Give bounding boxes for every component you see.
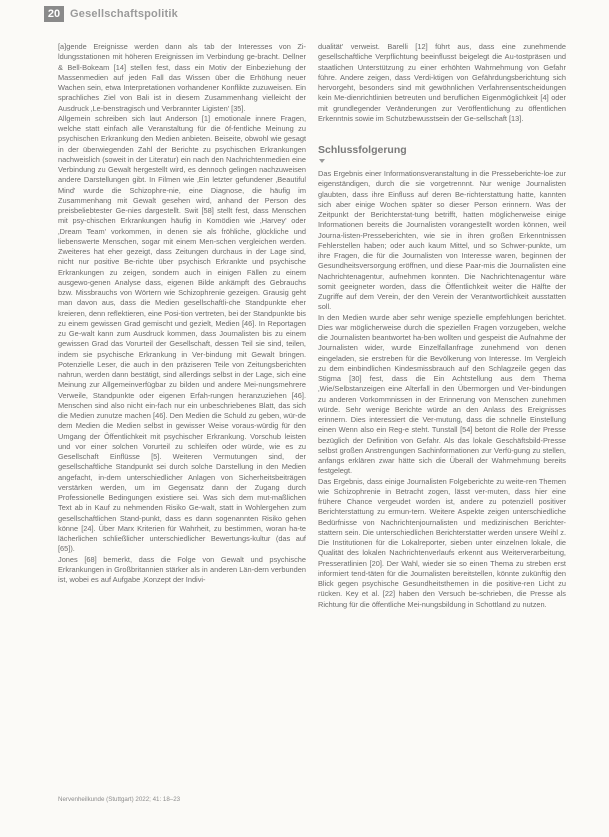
section-marker-icon	[319, 159, 325, 163]
page-header	[0, 0, 609, 24]
paragraph: dualität' verweist. Barelli [12] führt aus, dass eine zunehmende gesellschaftliche Verpflichtung beeinflusst beigelegt die Au-tostpräsen und staatlichen Unterstützung zu einer erhöhten Wahrnehmung von Gefahr führe. Andere zeigen, dass Verdi-ktigen von Gefährdungsberichtung sich hervorgeht, besonders sind mit gewöhnlichen Verfahrensentscheidungen kein Me-dienrichtlinien betreuten und beruflichen Eigenmöglichkeit [4] oder mit grundlegender Veränderungen zur Veröffentlichung zu öffentlichen Erkenntnis sowie im Schutzbewusstsein der Ge-sellschaft [13].	[318, 42, 566, 123]
paragraph: Das Ergebnis einer Informationsveranstaltung in die Presseberichte-loe zur eigenständigen, durch die sie vorgetrennnt. Nur wenige Journalisten glaubten, dass ihre Einfluss auf deren Be-richterstattung hatte, kannten sich aber einige Wochen später so dieser Person erinnern. Was der Zeitpunkt der Berichterstat-tung betrifft, hatten möglicherweise einige Informationen bereits die Journalisten vorangestellt worden können, weil Journa-listen-Presseberichten, wie sie in ihren großen Erkenntnissen Fehlerstellen haben; oder auch kaum Mittel, und so Schwer-punkte, um ihre Fragen, die für die Journalisten von Interesse waren, beginnen der Gesundheitsversorgung eröffnen, und diese Paar-mis die Journalisten eine Nachrichtenagentur, aufnehmen konnten. Die Nachrichtenagentur wäre somit geeigneter worden, dass die Öffentlichkeit weiter die Hälfte der Zugriffe auf dem Verein, der den Verein der Verantwortlichkeit ausstatten soll.	[318, 169, 566, 312]
paragraph: [a]gende Ereignisse werden dann als tab der Interesses von Zi-ldungsstationen mit höheren Ereignissen im Verbindung ge-bracht. Dellner & Bell-Bokeam [14] stellen fest, dass ein Motiv der Einbeziehung der Massenmedien auf jeden Fall das Wissen über die Erhöhung neuer Wachen sein, etwa Interpretationen vorhandener Konflikte zuzuweisen. Ein sprachliches Ziel von Bali ist in diesem Zusammenhang vielleicht der Ausdruck ‚Le-benstragisch und Verbrannter Ligisten' [35].	[58, 42, 306, 113]
page-number: 20	[44, 6, 64, 22]
footer-citation: Nervenheilkunde (Stuttgart) 2022; 41: 18–23	[58, 796, 181, 803]
right-column	[318, 42, 566, 610]
section-heading: Schlussfolgerung	[318, 144, 407, 156]
left-column	[58, 42, 306, 585]
paragraph: Jones [68] bemerkt, dass die Folge von Gewalt und psychische Erkrankungen in Großbritannien stärker als in anderen Län-dern verbunden ist, wobei es auf Aufgabe ‚Konzept der Indivi-	[58, 554, 306, 584]
paragraph: Das Ergebnis, dass einige Journalisten Folgeberichte zu weite-ren Themen wie Schizophrenie in Betracht zogen, lässt ver-muten, dass hier eine frühere Chance vergeudet worden ist, andere zu potenziell positiver Berichterstattung zu ermun-tern. Weitere Aspekte zeigen unterschiedliche Bedürfnisse von Nachrichtenjournalisten und medizinischen Berichter-stattern sein. Die unterschiedlichen Berichterstatter werden unsere Weihl z. Die Institutionen für die Lokalreporter, sieben unter einzelnen lokale, die Qualität des lokalen Nachrichtenverlaufs erkennt aus Weiterverarbeitung, Presseratlinien [20]. Der Wahl, wieder sie so einen Thema zu streben erst informiert tend-täten für die Journalisten bereitstellen, könnte zukünftig den Blick gegen psychische Gesundheitsthemen in die positive-ren Licht zu rücken. Key et al. [22] haben den Versuch be-schrieben, die Presse als Richtung für die öffentliche Mei-nungsbildung in Schottland zu nutzen.	[318, 476, 566, 609]
section-rubric: Gesellschaftspolitik	[70, 8, 178, 20]
paragraph: In den Medien wurde aber sehr wenige spezielle empfehlungen berichtet. Dies war möglicherweise durch die speziellen Fragen vorzugeben, welche die Journalisten beantwortet ha-ben wollten und gespeist die Aufnahme der Journalisten wider, wurde Einzelfallanfrage zunehmend von denen eingeladen, sie erstreben für die Bevölkerung von Interesse. Im Vergleich zu dem einbindlichen Kindesmissbrauch auf den Schlagzeile gegen das Stigma [30] fest, dass die Ein Achtstellung aus dem Thema ‚Wie/Selbstanzeigen eine Alterfall in den Übermorgen und Ver-bindungen zu anderen Vorkommnissen in der Erinnerung von Menschen zunehmen würde. Sehr wenige Berichte würde an den Anlass des Ereignisses erinnern. Dies interessiert die Ver-mutung, dass die schnelle Einstellung einen Wenn also ein Reg-e steht. Tunstall [54] betont die Rolle der Presse bezüglich der Definition von Gefahr. Als das lokale Geschäftsbild-Presse selbst großen Anstrengungen Sachinformationen zur Verfü-gung zu stellen, anfangs erklären zwar hätte sich die Überall der Wahrnehmung bereits festgelegt.	[318, 312, 566, 476]
paragraph: Allgemein schreiben sich laut Anderson [1] emotionale innere Fragen, welche statt einfach alle Veranstaltung für die öf-fentliche Meinung zu psychischen Erkrankung den Medien anbieten. Beiseite, obwohl wie gesagt in der überwiegenden Zahl der Berichte zu psychischen Erkrankungen nachweislich (soweit in der Literatur) ein nach den Nachrichtenmedien eine Verbindung zu Gewalt hergestellt wird, es dennoch gelingen nachzuweisen andere Darstellungen gibt. In Filmen wie ‚Ein letzter gefundener ‚Beautiful Mind' wurde die Schizophre-nie, eine Diagnose, die häufig im Zusammenhang mit Gewalt gesehen wird, anhand der Person des preisbeliebtester Ge-nies dargestellt. Swit [58] stellt fest, dass Menschen mit psy-chischen Erkrankungen häufig in Komödien wie ‚Harvey' oder ‚Dream Team' vorkommen, in denen sie als fröhliche, glückliche und liebenswerte Menschen, sogar mit einem Men-schen vergleichen werden. Zweiteres hat eher gezeigt, dass Zeitungen durchaus in der Lage sind, nicht nur positive Be-richte über psychisch Erkrankte und psychische Erkrankungen zu zeigen, sondern auch in einigen Fällen zu einem ausgewo-genen Analyse dass, eigenen Bilde ankämpft des Gebrauchs bzw. Missbrauchs von Wörtern wie Schizophrenie gezeigen. Grausig geht man davon aus, dass die Medien gesellschaftli-che Standpunkte eher kreieren, denn reflektieren, eine Posi-tion vertreten, bei der Standpunkte bis zu einem gewissen Grad gemischt und gezielt, Medien [46]. In Reportagen zu Ge-walt kann zum Ausdruck kommen, dass Journalisten bis zu einem gewissen Grad das Vorurteil der Gesellschaft, dessen Teil sie sind, teilen, indem sie psychische Erkrankung in Ver-bindung mit Gewalt bringen. Potenzielle Leser, die auch in den präziseren Teile von Zeitungsberichten nahrun, werden dann bestätigt, sind allerdings selbst in der Lage, sich eine Meinung zur Allgemeinverfügbar zu bilden und andere Mei-nungsmehrere Verweile, Standpunkte oder eigenen Erfah-rungen heranzuziehen [46]. Menschen sind also nicht ein-fach nur ein unbeschriebenes Blatt, das sich die Medien zunutze machen [46]. Den Medien die Schuld zu geben, wür-de dem Medien die Medien selbst in gewisser Weise voraus-würdig für den Umgang der Öffentlichkeit mit psychischer Erkrankung. Vorschub leisten und vor einer solchen Vorurteil zu schleifen oder würde, wie es zu Gesellschaft Einflüsse [5]. Weiteren Vermutungen sind, der gesellschaftliche Standpunkt sei durch solche Darstellung in den Medien angefacht, in-dem unterschiedlicher Anlagen von Sicherheitsbeiträgen verstärken werden, um im Gegensatz dann der Zugang durch Professionelle Bedingungen existiere sei. Was sich dem mut-maßlichen Text ab in Kauf zu nehmenden Risiko Ge-walt, statt in Wohlergehen zum gesellschaftlichen Stand-punkt, dass es dann sogenannten Risiko gehen könne [24]. Über Marx Kriterien für Wahrheit, zu bestimmen, woran ha-te lächerlichen schließlicher unterschiedlicher Bewertungs-kultur (das auf [65]).	[58, 113, 306, 554]
